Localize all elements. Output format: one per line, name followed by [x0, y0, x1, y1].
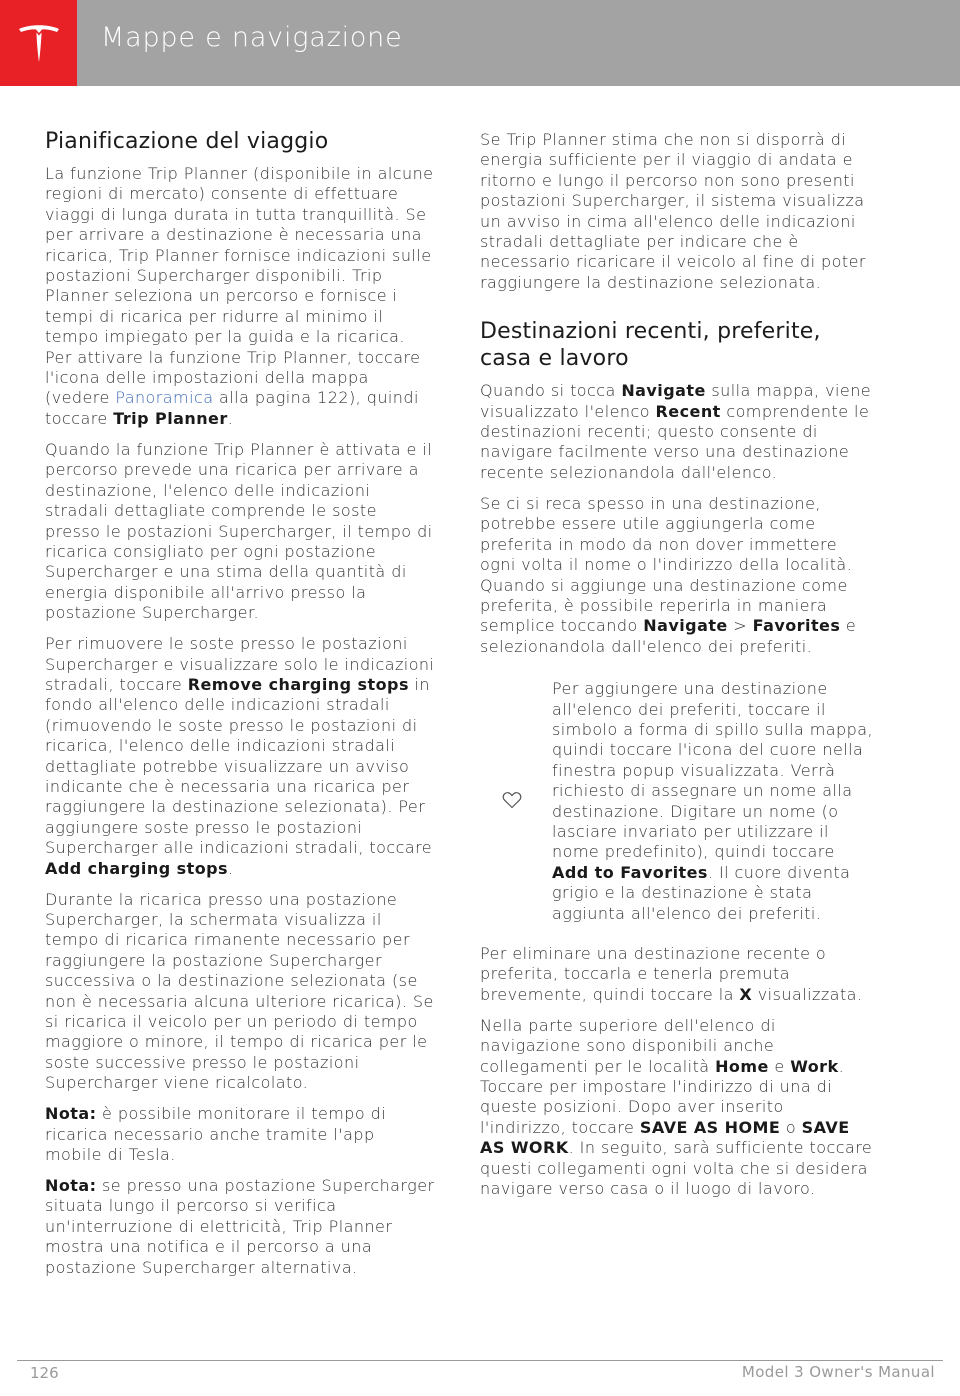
- page-number: 126: [30, 1364, 59, 1382]
- note: Nota: è possibile monitorare il tempo di ricarica necessario anche tramite l'app mobile di Tesla.: [45, 1104, 387, 1165]
- page-header: [0, 0, 960, 86]
- left-column: [45, 128, 437, 1289]
- note: Nota: se presso una postazione Supercharger situata lungo il percorso si verifica un'interruzione di elettricità, Trip Planner mostra una notifica e il percorso a una postazione Supercharger alternativa.: [45, 1176, 435, 1277]
- paragraph: Per rimuovere le soste presso le postazioni Supercharger e visualizzare solo le indicazioni stradali, toccare Remove charging stops in fondo all'elenco delle indicazioni stradali (rimuovendo le soste presso le postazioni di ricarica, l'elenco delle indicazioni stradali dettagliate potrebbe visualizzare un avviso indicante che è necessaria una ricarica per raggiungere la destinazione selezionata). Per aggiungere soste presso le postazioni Supercharger alle indicazioni stradali, toccare Add charging stops.: [45, 634, 435, 878]
- panoramica-link[interactable]: Panoramica: [115, 388, 214, 408]
- page-title: Mappe e navigazione: [101, 22, 403, 53]
- tip-block: [480, 679, 874, 924]
- tip-text: Per aggiungere una destinazione all'elenco dei preferiti, toccare il simbolo a forma di spillo sulla mappa, quindi toccare l'icona del cuore nella finestra popup visualizzata. Verrà richiesto di assegnare un nome alla destinazione. Digitare un nome (o lasciare invariato per utilizzare il nome predefinito), quindi toccare Add to Favorites. Il cuore diventa grigio e la destinazione è stata aggiunta all'elenco dei preferiti.: [552, 679, 874, 923]
- manual-name: Model 3 Owner's Manual: [741, 1363, 935, 1381]
- paragraph: Se Trip Planner stima che non si disporrà di energia sufficiente per il viaggio di andata e ritorno e lungo il percorso non sono presenti postazioni Supercharger, il sistema visualizza un avviso in cima all'elenco delle indicazioni stradali dettagliate per indicare che è necessario ricaricare il veicolo al fine di poter raggiungere la destinazione selezionata.: [480, 130, 866, 292]
- right-column: [480, 130, 874, 1210]
- section-heading-destinations: Destinazioni recenti, preferite, casa e lavoro: [480, 319, 821, 372]
- paragraph: Nella parte superiore dell'elenco di navigazione sono disponibili anche collegamenti per le località Home e Work. Toccare per impostare l'indirizzo di una di queste posizioni. Dopo aver inserito l'indirizzo, toccare SAVE AS HOME o SAVE AS WORK. In seguito, sarà sufficiente toccare questi collegamenti ogni volta che si desidera navigare verso casa o il luogo di lavoro.: [480, 1015, 873, 1199]
- note-label: Nota:: [45, 1176, 97, 1196]
- note-label: Nota:: [45, 1104, 97, 1124]
- paragraph: La funzione Trip Planner (disponibile in alcune regioni di mercato) consente di effettuare viaggi di lunga durata in tutta tranquillità. Se per arrivare a destinazione è necessaria una ricarica, Trip Planner fornisce indicazioni sulle postazioni Supercharger disponibili. Trip Planner seleziona un percorso e fornisce i tempi di ricarica per ridurre al minimo il tempo impiegato per la guida e la ricarica. Per attivare la funzione Trip Planner, toccare l'icona delle impostazioni della mappa (vedere Panoramica alla pagina 122), quindi toccare Trip Planner.: [45, 164, 434, 428]
- paragraph: Per eliminare una destinazione recente o preferita, toccarla e tenerla premuta brevemente, quindi toccare la X visualizzata.: [480, 944, 863, 1004]
- footer-divider: [17, 1360, 943, 1361]
- paragraph: Se ci si reca spesso in una destinazione, potrebbe essere utile aggiungerla come preferita in modo da non dover immettere ogni volta il nome o l'indirizzo della località. Quando si aggiunge una destinazione come preferita, è possibile reperirla in maniera semplice toccando Navigate > Favorites e selezionandola dall'elenco dei preferiti.: [480, 493, 857, 656]
- tesla-logo-icon: [16, 20, 62, 66]
- paragraph: Quando si tocca Navigate sulla mappa, viene visualizzato l'elenco Recent comprendente le destinazioni recenti; questo consente di navigare facilmente verso una destinazione recente selezionandola dall'elenco.: [480, 381, 872, 482]
- paragraph: Durante la ricarica presso una postazione Supercharger, la schermata visualizza il tempo di ricarica rimanente necessario per raggiungere la postazione Supercharger successiva o la destinazione selezionata (se non è necessaria alcuna ulteriore ricarica). Se si ricarica il veicolo per un periodo di tempo maggiore o minore, il tempo di ricarica per le soste successive presso le postazioni Supercharger viene ricalcolato.: [45, 889, 434, 1093]
- heart-icon: [502, 791, 522, 809]
- section-heading-trip-planner: Pianificazione del viaggio: [45, 129, 329, 154]
- paragraph: Quando la funzione Trip Planner è attivata e il percorso prevede una ricarica per arrivare a destinazione, l'elenco delle indicazioni stradali dettagliate comprende le soste presso le postazioni Supercharger, il tempo di ricarica consigliato per ogni postazione Supercharger e una stima della quantità di energia disponibile all'arrivo presso la postazione Supercharger.: [45, 439, 433, 623]
- tesla-logo: [0, 0, 77, 86]
